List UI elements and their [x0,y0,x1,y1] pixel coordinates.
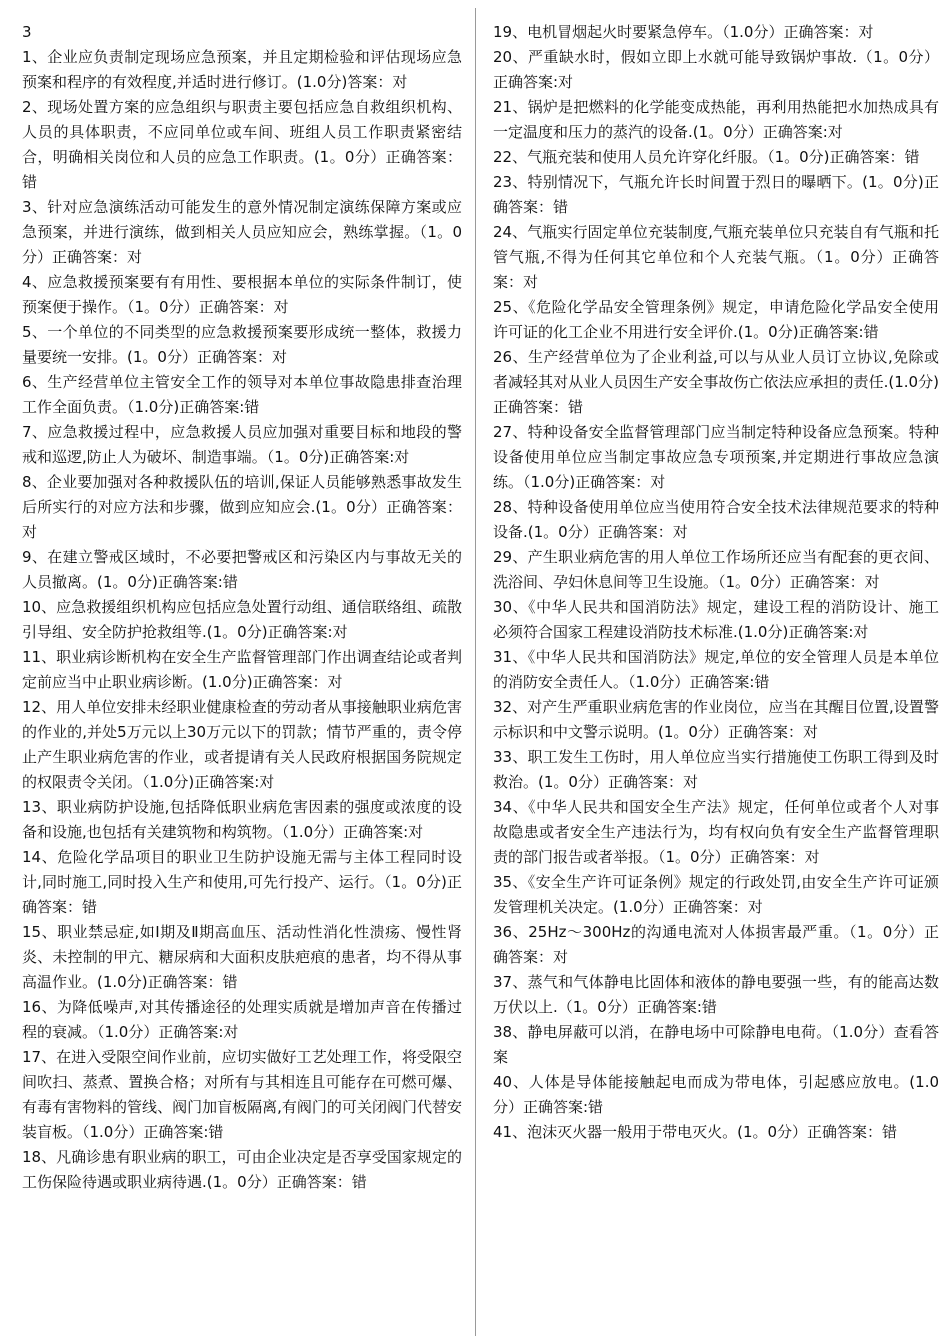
question-item: 1、企业应负责制定现场应急预案，并且定期检验和评估现场应急预案和程序的有效程度,并适时进行修订。(1.0分)答案：对 [22,48,462,91]
question-item: 31、《中华人民共和国消防法》规定,单位的安全管理人员是本单位的消防安全责任人。（1.0分）正确答案:错 [493,648,939,691]
question-item: 13、职业病防护设施,包括降低职业病危害因素的强度或浓度的设备和设施,也包括有关建筑物和构筑物。（1.0分）正确答案:对 [22,798,462,841]
question-item: 11、职业病诊断机构在安全生产监督管理部门作出调查结论或者判定前应当中止职业病诊断。(1.0分)正确答案：对 [22,648,462,691]
question-item: 5、一个单位的不同类型的应急救援预案要形成统一整体，救援力量要统一安排。(1。0分）正确答案：对 [22,323,462,366]
question-item: 16、为降低噪声,对其传播途径的处理实质就是增加声音在传播过程的衰减。（1.0分）正确答案:对 [22,998,462,1041]
question-item: 25、《危险化学品安全管理条例》规定，申请危险化学品安全使用许可证的化工企业不用进行安全评价.(1。0分)正确答案:错 [493,298,939,341]
question-item: 20、严重缺水时，假如立即上水就可能导致锅炉事故.（1。0分）正确答案:对 [493,48,939,91]
question-item: 37、蒸气和气体静电比固体和液体的静电要强一些，有的能高达数万伏以上.（1。0分）正确答案:错 [493,973,939,1016]
left-column [22,20,462,1195]
question-item: 24、气瓶实行固定单位充装制度,气瓶充装单位只充装自有气瓶和托管气瓶,不得为任何其它单位和个人充装气瓶。（1。0分）正确答案：对 [493,223,939,291]
question-item: 26、生产经营单位为了企业利益,可以与从业人员订立协议,免除或者减轻其对从业人员因生产安全事故伤亡依法应承担的责任.(1.0分)正确答案：错 [493,348,939,416]
question-item: 19、电机冒烟起火时要紧急停车。（1.0分）正确答案：对 [493,23,874,41]
question-item: 27、特种设备安全监督管理部门应当制定特种设备应急预案。特种设备使用单位应当制定事故应急专项预案,并定期进行事故应急演练。（1.0分)正确答案：对 [493,423,939,491]
question-item: 3、针对应急演练活动可能发生的意外情况制定演练保障方案或应急预案，并进行演练，做到相关人员应知应会，熟练掌握。（1。0分）正确答案：对 [22,198,462,266]
question-item: 15、职业禁忌症,如Ⅰ期及Ⅱ期高血压、活动性消化性溃疡、慢性肾炎、未控制的甲亢、糖尿病和大面积皮肤疤痕的患者，均不得从事高温作业。(1.0分)正确答案：错 [22,923,462,991]
question-item: 2、现场处置方案的应急组织与职责主要包括应急自救组织机构、人员的具体职责，不应同单位或车间、班组人员工作职责紧密结合，明确相关岗位和人员的应急工作职责。(1。0分）正确答案：错 [22,98,462,191]
question-item: 14、危险化学品项目的职业卫生防护设施无需与主体工程同时设计,同时施工,同时投入生产和使用,可先行投产、运行。（1。0分)正确答案：错 [22,848,462,916]
question-item: 17、在进入受限空间作业前，应切实做好工艺处理工作，将受限空间吹扫、蒸煮、置换合格；对所有与其相连且可能存在可燃可爆、有毒有害物料的管线、阀门加盲板隔离,有阀门的可关闭阀门代替安装盲板。（1.0分）正确答案:错 [22,1048,462,1141]
question-item: 32、对产生严重职业病危害的作业岗位，应当在其醒目位置,设置警示标识和中文警示说明。(1。0分）正确答案：对 [493,698,939,741]
right-column [493,20,939,1145]
question-item: 9、在建立警戒区域时，不必要把警戒区和污染区内与事故无关的人员撤离。(1。0分)正确答案:错 [22,548,462,591]
question-item: 35、《安全生产许可证条例》规定的行政处罚,由安全生产许可证颁发管理机关决定。(1.0分）正确答案：对 [493,873,939,916]
question-item: 8、企业要加强对各种救援队伍的培训,保证人员能够熟悉事故发生后所实行的对应方法和步骤，做到应知应会.(1。0分）正确答案：对 [22,473,462,541]
page-number: 3 [22,23,32,41]
question-item: 23、特别情况下，气瓶允许长时间置于烈日的曝晒下。(1。0分)正确答案：错 [493,173,939,216]
question-item: 38、静电屏蔽可以消，在静电场中可除静电电荷。（1.0分）查看答案 [493,1023,939,1066]
question-item: 30、《中华人民共和国消防法》规定，建设工程的消防设计、施工必须符合国家工程建设消防技术标准.(1.0分)正确答案:对 [493,598,939,641]
question-item: 22、气瓶充装和使用人员允许穿化纤服。（1。0分)正确答案：错 [493,148,920,166]
question-item: 41、泡沫灭火器一般用于带电灭火。(1。0分）正确答案：错 [493,1123,898,1141]
question-item: 21、锅炉是把燃料的化学能变成热能，再利用热能把水加热成具有一定温度和压力的蒸汽的设备.(1。0分）正确答案:对 [493,98,939,141]
question-item: 6、生产经营单位主管安全工作的领导对本单位事故隐患排查治理工作全面负责。（1.0分)正确答案:错 [22,373,462,416]
question-item: 40、人体是导体能接触起电而成为带电体，引起感应放电。(1.0分）正确答案:错 [493,1073,939,1116]
question-item: 12、用人单位安排未经职业健康检查的劳动者从事接触职业病危害的作业的,并处5万元以上30万元以下的罚款；情节严重的，责令停止产生职业病危害的作业，或者提请有关人民政府根据国务院规定的权限责令关闭。（1.0分)正确答案:对 [22,698,462,791]
question-item: 10、应急救援组织机构应包括应急处置行动组、通信联络组、疏散引导组、安全防护抢救组等.(1。0分)正确答案:对 [22,598,462,641]
question-item: 34、《中华人民共和国安全生产法》规定，任何单位或者个人对事故隐患或者安全生产违法行为，均有权向负有安全生产监督管理职责的部门报告或者举报。（1。0分）正确答案：对 [493,798,939,866]
question-item: 4、应急救援预案要有有用性、要根据本单位的实际条件制订，使预案便于操作。（1。0分）正确答案：对 [22,273,462,316]
column-divider [475,8,476,1336]
question-item: 36、25Hz～300Hz的沟通电流对人体损害最严重。（1。0分）正确答案：对 [493,923,939,966]
question-item: 18、凡确诊患有职业病的职工，可由企业决定是否享受国家规定的工伤保险待遇或职业病待遇.(1。0分）正确答案：错 [22,1148,462,1191]
question-item: 7、应急救援过程中，应急救援人员应加强对重要目标和地段的警戒和巡逻,防止人为破坏、制造事端。（1。0分)正确答案:对 [22,423,462,466]
question-item: 29、产生职业病危害的用人单位工作场所还应当有配套的更衣间、洗浴间、孕妇休息间等卫生设施。（1。0分）正确答案：对 [493,548,939,591]
question-item: 33、职工发生工伤时，用人单位应当实行措施使工伤职工得到及时救治。(1。0分）正确答案：对 [493,748,939,791]
question-item: 28、特种设备使用单位应当使用符合安全技术法律规范要求的特种设备.(1。0分）正确答案：对 [493,498,939,541]
